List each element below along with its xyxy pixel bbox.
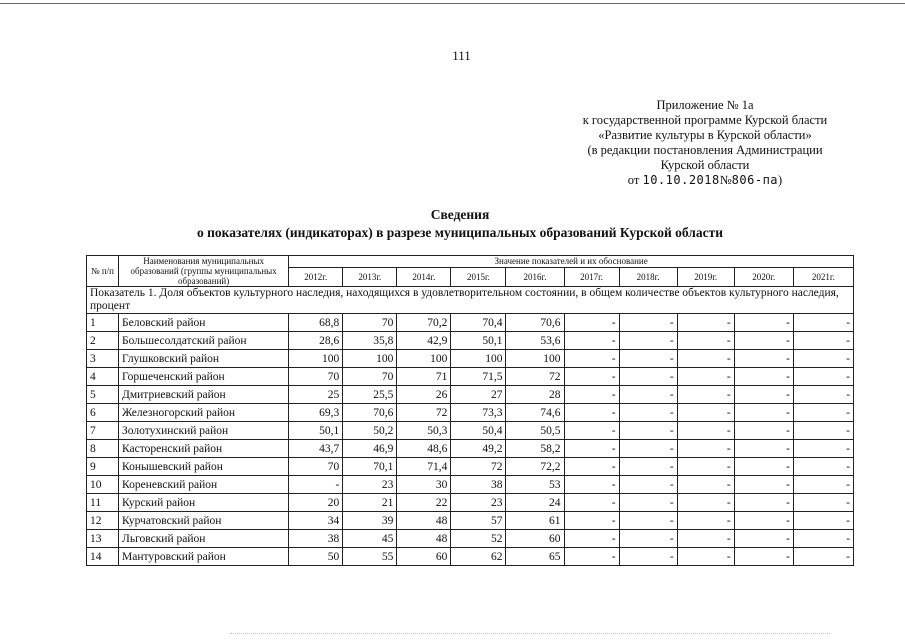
district-name-cell: Курчатовский район xyxy=(119,512,289,530)
value-cell: 69,3 xyxy=(289,404,343,422)
value-cell: 30 xyxy=(397,476,451,494)
value-cell: - xyxy=(619,530,677,548)
row-number-cell: 2 xyxy=(87,332,119,350)
year-header: 2013г. xyxy=(343,267,397,286)
value-cell: - xyxy=(793,548,853,566)
value-cell: - xyxy=(564,386,619,404)
value-cell: 62 xyxy=(451,548,506,566)
value-cell: 50,3 xyxy=(397,422,451,440)
value-cell: - xyxy=(564,458,619,476)
district-name-cell: Конышевский район xyxy=(119,458,289,476)
value-cell: - xyxy=(734,476,793,494)
year-header: 2021г. xyxy=(793,267,853,286)
value-cell: 58,2 xyxy=(506,440,564,458)
value-cell: 22 xyxy=(397,494,451,512)
table-row xyxy=(87,512,854,530)
value-cell: - xyxy=(619,512,677,530)
value-cell: - xyxy=(734,494,793,512)
value-cell: - xyxy=(564,548,619,566)
value-cell: 57 xyxy=(451,512,506,530)
row-number-cell: 10 xyxy=(87,476,119,494)
value-cell: - xyxy=(677,512,734,530)
value-cell: - xyxy=(289,476,343,494)
value-cell: 24 xyxy=(506,494,564,512)
year-header: 2019г. xyxy=(677,267,734,286)
row-number-cell: 6 xyxy=(87,404,119,422)
year-header: 2015г. xyxy=(451,267,506,286)
district-name-cell: Льговский район xyxy=(119,530,289,548)
value-cell: 38 xyxy=(289,530,343,548)
appendix-line-4: (в редакции постановления Администрации xyxy=(587,143,823,157)
district-name-cell: Беловский район xyxy=(119,314,289,332)
value-cell: 53,6 xyxy=(506,332,564,350)
table-row xyxy=(87,422,854,440)
value-cell: - xyxy=(564,314,619,332)
value-cell: 70 xyxy=(343,314,397,332)
year-header: 2018г. xyxy=(619,267,677,286)
value-cell: - xyxy=(793,314,853,332)
value-cell: 23 xyxy=(343,476,397,494)
value-cell: - xyxy=(734,314,793,332)
row-number-cell: 7 xyxy=(87,422,119,440)
value-cell: - xyxy=(677,530,734,548)
row-number-cell: 1 xyxy=(87,314,119,332)
value-cell: - xyxy=(619,350,677,368)
value-cell: 35,8 xyxy=(343,332,397,350)
value-cell: - xyxy=(793,350,853,368)
value-cell: 68,8 xyxy=(289,314,343,332)
value-cell: 50,5 xyxy=(506,422,564,440)
value-cell: 70 xyxy=(289,458,343,476)
value-cell: 70,4 xyxy=(451,314,506,332)
value-cell: 65 xyxy=(506,548,564,566)
value-cell: 100 xyxy=(343,350,397,368)
value-cell: - xyxy=(564,530,619,548)
value-cell: - xyxy=(619,476,677,494)
year-header: 2020г. xyxy=(734,267,793,286)
value-cell: 25 xyxy=(289,386,343,404)
value-cell: - xyxy=(793,530,853,548)
value-cell: - xyxy=(734,350,793,368)
district-name-cell: Горшеченский район xyxy=(119,368,289,386)
value-cell: - xyxy=(677,404,734,422)
value-cell: - xyxy=(734,422,793,440)
value-cell: - xyxy=(734,368,793,386)
value-cell: - xyxy=(564,332,619,350)
value-cell: 100 xyxy=(289,350,343,368)
value-cell: 55 xyxy=(343,548,397,566)
value-cell: 71,5 xyxy=(451,368,506,386)
value-cell: - xyxy=(677,440,734,458)
value-cell: 20 xyxy=(289,494,343,512)
value-cell: - xyxy=(564,422,619,440)
value-cell: - xyxy=(793,476,853,494)
indicators-table xyxy=(86,255,854,566)
value-cell: - xyxy=(619,404,677,422)
value-cell: - xyxy=(619,548,677,566)
district-name-cell: Кореневский район xyxy=(119,476,289,494)
year-header: 2012г. xyxy=(289,267,343,286)
year-header: 2016г. xyxy=(506,267,564,286)
table-row xyxy=(87,494,854,512)
value-cell: - xyxy=(564,494,619,512)
year-header: 2014г. xyxy=(397,267,451,286)
value-cell: 25,5 xyxy=(343,386,397,404)
value-cell: - xyxy=(564,440,619,458)
value-cell: - xyxy=(677,332,734,350)
value-cell: 38 xyxy=(451,476,506,494)
value-cell: - xyxy=(564,476,619,494)
row-number-cell: 14 xyxy=(87,548,119,566)
table-row xyxy=(87,386,854,404)
value-cell: 53 xyxy=(506,476,564,494)
value-cell: 43,7 xyxy=(289,440,343,458)
row-number-cell: 8 xyxy=(87,440,119,458)
value-cell: - xyxy=(619,332,677,350)
district-name-cell: Дмитриевский район xyxy=(119,386,289,404)
value-cell: 34 xyxy=(289,512,343,530)
value-cell: - xyxy=(793,494,853,512)
table-row xyxy=(87,548,854,566)
value-cell: - xyxy=(564,350,619,368)
appendix-line-2: к государственной программе Курской бласти xyxy=(582,113,828,127)
appendix-line-1: Приложение № 1а xyxy=(656,98,754,112)
value-cell: 26 xyxy=(397,386,451,404)
value-cell: - xyxy=(734,512,793,530)
value-cell: 50,4 xyxy=(451,422,506,440)
appendix-line-3: «Развитие культуры в Курской области» xyxy=(598,128,812,142)
value-cell: 45 xyxy=(343,530,397,548)
value-cell: 39 xyxy=(343,512,397,530)
value-cell: - xyxy=(619,422,677,440)
value-cell: 23 xyxy=(451,494,506,512)
value-cell: - xyxy=(734,404,793,422)
value-cell: - xyxy=(619,494,677,512)
value-cell: 72 xyxy=(451,458,506,476)
closing-paren: ) xyxy=(778,173,783,187)
value-cell: - xyxy=(677,494,734,512)
table-row xyxy=(87,368,854,386)
value-cell: - xyxy=(619,314,677,332)
value-cell: 70 xyxy=(343,368,397,386)
number-prefix: № xyxy=(719,173,732,187)
value-cell: - xyxy=(564,512,619,530)
value-cell: - xyxy=(619,368,677,386)
value-cell: 48 xyxy=(397,530,451,548)
value-cell: 70,2 xyxy=(397,314,451,332)
value-cell: 100 xyxy=(451,350,506,368)
value-cell: 72 xyxy=(397,404,451,422)
table-row xyxy=(87,314,854,332)
value-cell: 100 xyxy=(506,350,564,368)
value-cell: - xyxy=(793,332,853,350)
district-name-cell: Железногорский район xyxy=(119,404,289,422)
column-header-number: № п/п xyxy=(87,256,119,287)
row-number-cell: 5 xyxy=(87,386,119,404)
value-cell: 60 xyxy=(506,530,564,548)
appendix-block xyxy=(560,98,850,188)
value-cell: - xyxy=(677,314,734,332)
decree-number: 806-па xyxy=(731,173,779,187)
value-cell: 28,6 xyxy=(289,332,343,350)
table-row xyxy=(87,404,854,422)
value-cell: 21 xyxy=(343,494,397,512)
value-cell: - xyxy=(564,368,619,386)
value-cell: - xyxy=(793,440,853,458)
value-cell: - xyxy=(734,386,793,404)
scan-artifact-line xyxy=(230,633,830,634)
value-cell: 27 xyxy=(451,386,506,404)
value-cell: - xyxy=(734,530,793,548)
value-cell: 100 xyxy=(397,350,451,368)
value-cell: - xyxy=(793,422,853,440)
value-cell: 70 xyxy=(289,368,343,386)
value-cell: 71,4 xyxy=(397,458,451,476)
row-number-cell: 11 xyxy=(87,494,119,512)
value-cell: 48 xyxy=(397,512,451,530)
value-cell: 28 xyxy=(506,386,564,404)
row-number-cell: 13 xyxy=(87,530,119,548)
value-cell: 74,6 xyxy=(506,404,564,422)
value-cell: - xyxy=(677,368,734,386)
value-cell: 70,1 xyxy=(343,458,397,476)
value-cell: 50,1 xyxy=(451,332,506,350)
value-cell: - xyxy=(677,386,734,404)
district-name-cell: Курский район xyxy=(119,494,289,512)
column-header-name: Наименования муниципальных образований (группы муниципальных образований) xyxy=(119,256,289,287)
value-cell: - xyxy=(734,548,793,566)
district-name-cell: Большесолдатский район xyxy=(119,332,289,350)
header-row-1 xyxy=(87,256,854,268)
value-cell: 50,2 xyxy=(343,422,397,440)
row-number-cell: 3 xyxy=(87,350,119,368)
value-cell: 71 xyxy=(397,368,451,386)
row-number-cell: 4 xyxy=(87,368,119,386)
value-cell: 42,9 xyxy=(397,332,451,350)
value-cell: 72 xyxy=(506,368,564,386)
value-cell: - xyxy=(793,458,853,476)
column-header-values: Значение показателей и их обоснование xyxy=(289,256,854,268)
value-cell: 48,6 xyxy=(397,440,451,458)
table-row xyxy=(87,476,854,494)
value-cell: 52 xyxy=(451,530,506,548)
value-cell: 70,6 xyxy=(506,314,564,332)
date-prefix: от xyxy=(627,173,640,187)
value-cell: 70,6 xyxy=(343,404,397,422)
value-cell: 60 xyxy=(397,548,451,566)
top-border-line xyxy=(0,3,905,4)
value-cell: - xyxy=(677,548,734,566)
row-number-cell: 9 xyxy=(87,458,119,476)
year-header: 2017г. xyxy=(564,267,619,286)
value-cell: - xyxy=(734,458,793,476)
appendix-line-5: Курской области xyxy=(660,158,750,172)
value-cell: - xyxy=(793,512,853,530)
table-row xyxy=(87,530,854,548)
indicator-row xyxy=(87,287,854,314)
value-cell: 61 xyxy=(506,512,564,530)
title-line-2: о показателях (индикаторах) в разрезе муниципальных образований Курской области xyxy=(196,225,723,240)
decree-date: 10.10.2018 xyxy=(642,173,720,187)
table-row xyxy=(87,440,854,458)
value-cell: 73,3 xyxy=(451,404,506,422)
value-cell: 46,9 xyxy=(343,440,397,458)
value-cell: - xyxy=(619,386,677,404)
district-name-cell: Золотухинский район xyxy=(119,422,289,440)
value-cell: - xyxy=(677,458,734,476)
value-cell: - xyxy=(677,350,734,368)
value-cell: - xyxy=(677,476,734,494)
value-cell: 72,2 xyxy=(506,458,564,476)
value-cell: - xyxy=(793,404,853,422)
table-row xyxy=(87,350,854,368)
value-cell: 49,2 xyxy=(451,440,506,458)
value-cell: - xyxy=(564,404,619,422)
appendix-date-line xyxy=(560,173,850,188)
indicator-description: Показатель 1. Доля объектов культурного наследия, находящихся в удовлетворительном состоянии, в общем количестве объектов культурного наследия, процент xyxy=(87,287,854,314)
district-name-cell: Глушковский район xyxy=(119,350,289,368)
row-number-cell: 12 xyxy=(87,512,119,530)
value-cell: - xyxy=(677,422,734,440)
district-name-cell: Мантуровский район xyxy=(119,548,289,566)
value-cell: - xyxy=(793,386,853,404)
district-name-cell: Касторенский район xyxy=(119,440,289,458)
table-row xyxy=(87,332,854,350)
value-cell: - xyxy=(734,332,793,350)
title-line-1: Сведения xyxy=(430,207,490,222)
table-row xyxy=(87,458,854,476)
value-cell: 50 xyxy=(289,548,343,566)
value-cell: - xyxy=(619,458,677,476)
value-cell: - xyxy=(793,368,853,386)
page-number: 111 xyxy=(452,48,471,63)
value-cell: 50,1 xyxy=(289,422,343,440)
value-cell: - xyxy=(619,440,677,458)
value-cell: - xyxy=(734,440,793,458)
document-title xyxy=(0,206,905,242)
